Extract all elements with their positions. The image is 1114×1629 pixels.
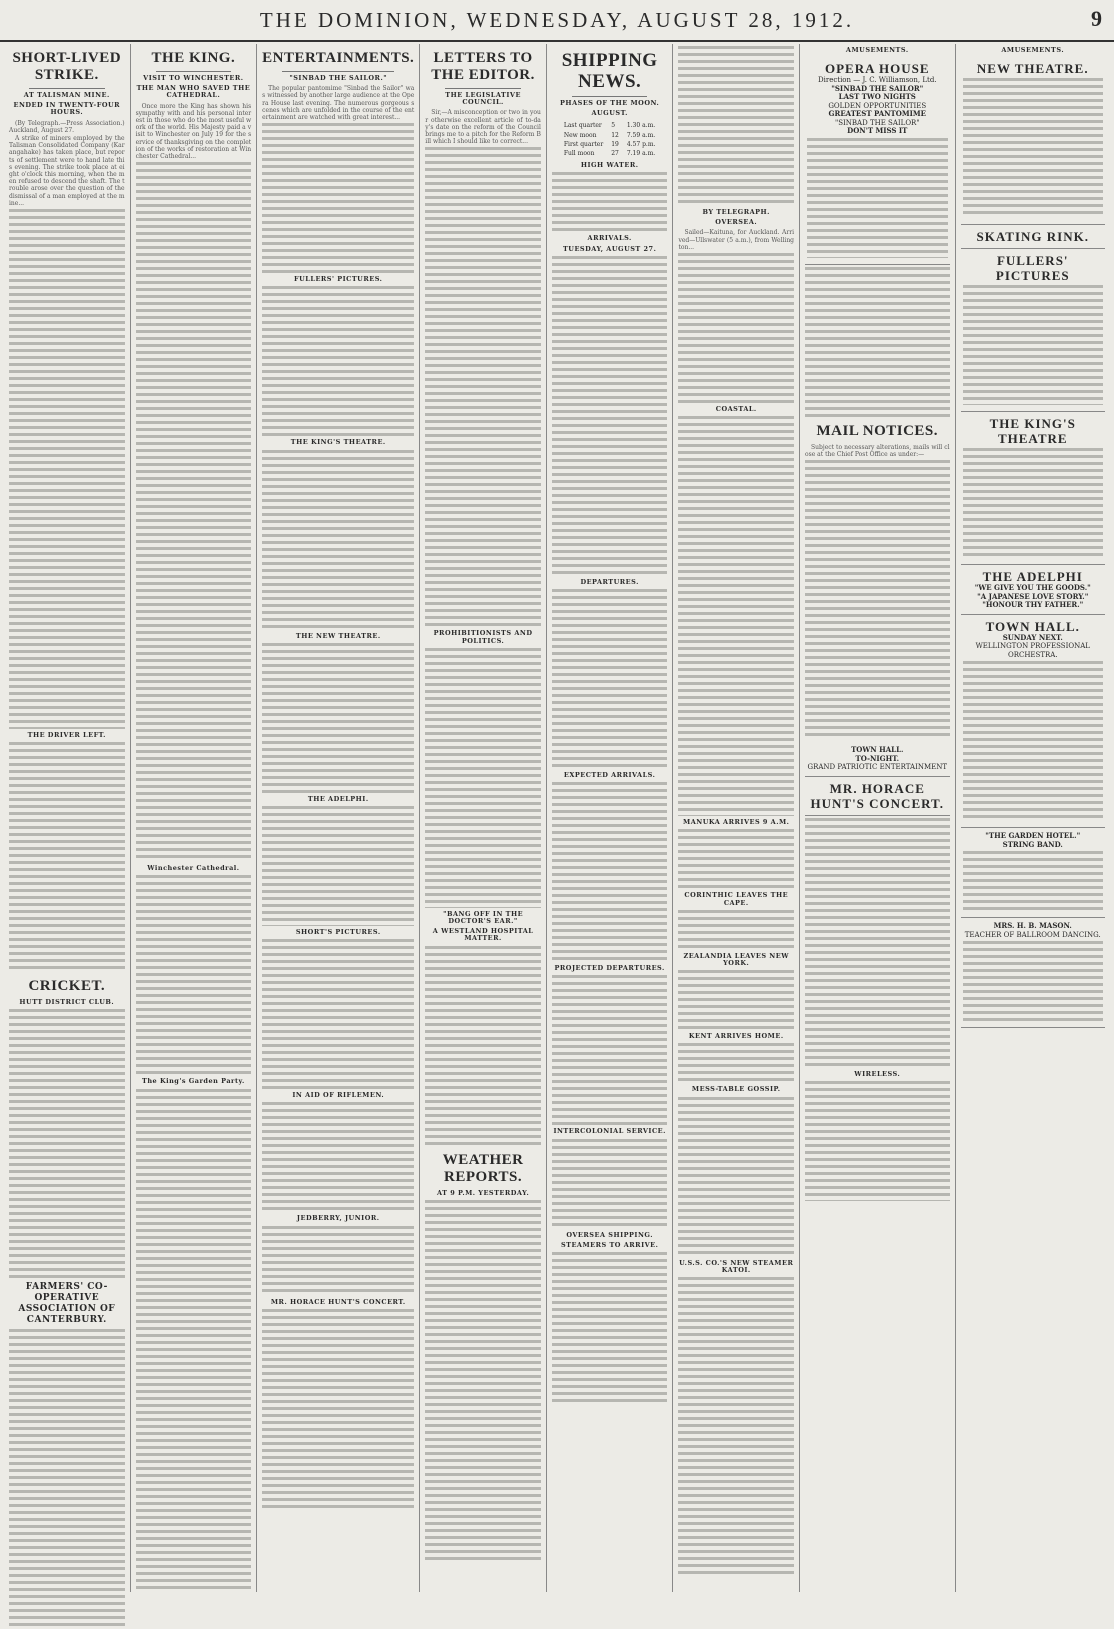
text-block bbox=[425, 946, 541, 1146]
text-block bbox=[262, 450, 414, 630]
subhead-fullers: FULLERS' PICTURES. bbox=[294, 275, 383, 284]
text-block bbox=[9, 209, 125, 729]
subhead-kings-theatre: THE KING'S THEATRE. bbox=[290, 438, 386, 447]
text-block bbox=[425, 1200, 541, 1560]
text-block bbox=[678, 46, 794, 206]
text-block bbox=[805, 1081, 949, 1201]
horace-hunt-ad: MR. HORACE HUNT'S CONCERT. bbox=[805, 777, 949, 816]
subhead-high-water: HIGH WATER. bbox=[580, 161, 639, 170]
text-block bbox=[262, 1226, 414, 1296]
subhead-expected: EXPECTED ARRIVALS. bbox=[563, 771, 656, 780]
subhead-jedberry: JEDBERRY, JUNIOR. bbox=[296, 1214, 380, 1223]
subhead-hunt-concert: MR. HORACE HUNT'S CONCERT. bbox=[270, 1297, 406, 1306]
text-block bbox=[262, 939, 414, 1089]
subhead-cathedral: Winchester Cathedral. bbox=[147, 864, 240, 873]
page-number: 9 bbox=[1091, 6, 1102, 31]
text-block bbox=[552, 589, 668, 769]
text-block bbox=[136, 162, 252, 862]
text-block bbox=[552, 1139, 668, 1229]
text-block bbox=[678, 1043, 794, 1083]
text-block bbox=[9, 1009, 125, 1279]
new-theatre-ad: NEW THEATRE. bbox=[961, 57, 1105, 225]
headline-weather: WEATHER REPORTS. bbox=[442, 1151, 524, 1185]
subhead-steamers: STEAMERS TO ARRIVE. bbox=[560, 1240, 659, 1249]
headline-strike: SHORT-LIVED STRIKE. bbox=[12, 50, 122, 83]
kings-theatre-ad: THE KING'S THEATRE bbox=[961, 412, 1105, 565]
amusements-header: AMUSEMENTS. bbox=[1001, 46, 1065, 54]
subhead-projected: PROJECTED DEPARTURES. bbox=[554, 964, 665, 973]
town-hall-sunday-ad: TOWN HALL. SUNDAY NEXT. WELLINGTON PROFESSIONAL ORCHESTRA. bbox=[961, 615, 1105, 829]
column-7 bbox=[800, 44, 955, 1592]
subhead-by-telegraph: BY TELEGRAPH. bbox=[702, 208, 770, 216]
column-2 bbox=[131, 44, 258, 1592]
text-block bbox=[678, 253, 794, 403]
text-block bbox=[678, 910, 794, 950]
subhead-bang: "BANG OFF IN THE DOCTOR'S EAR." bbox=[443, 909, 524, 926]
text-block bbox=[262, 806, 414, 926]
table-row: Last quarter 5 1.30 a.m. bbox=[563, 122, 656, 130]
text-block bbox=[262, 1309, 414, 1509]
subhead-moon: PHASES OF THE MOON. bbox=[560, 99, 660, 107]
text-block bbox=[425, 648, 541, 908]
headline-shipping: SHIPPING NEWS. bbox=[561, 50, 658, 92]
mail-intro: Subject to necessary alterations, mails will close at the Chief Post Office as under:— bbox=[805, 443, 950, 458]
text-block bbox=[678, 829, 794, 889]
subhead-oversea: OVERSEA SHIPPING. bbox=[566, 1230, 653, 1239]
text-block bbox=[552, 172, 668, 232]
mail-notices-headline: MAIL NOTICES. bbox=[816, 422, 939, 439]
subhead-corinthic: CORINTHIC LEAVES THE CAPE. bbox=[684, 891, 789, 907]
headline-farmers: FARMERS' CO-OPERATIVE ASSOCIATION OF CANTERBURY. bbox=[18, 1282, 116, 1326]
opera-house-title: OPERA HOUSE bbox=[825, 61, 930, 77]
text-block bbox=[678, 970, 794, 1030]
table-row: New moon 12 7.59 a.m. bbox=[563, 131, 656, 139]
article-body: Sir,—A misconception or two in your otherwise excellent article of to-day's date on the reform of the Council brings me to a pitch for the Reform Bill which I should like to correct... bbox=[425, 109, 541, 146]
masthead bbox=[0, 0, 1114, 42]
text-block bbox=[9, 742, 125, 972]
headline-letters: LETTERS TO THE EDITOR. bbox=[431, 50, 535, 83]
byline: (By Telegraph.—Press Association.) Auckland, August 27. bbox=[9, 119, 125, 134]
subhead-adelphi: THE ADELPHI. bbox=[307, 794, 369, 803]
subhead-wireless: WIRELESS. bbox=[854, 1069, 901, 1078]
subhead-katoi: U.S.S. CO.'S NEW STEAMER KATOI. bbox=[679, 1258, 794, 1274]
column-3 bbox=[257, 44, 420, 1592]
text-block bbox=[136, 875, 252, 1075]
subhead-august: AUGUST. bbox=[591, 109, 628, 118]
adelphi-ad: THE ADELPHI "WE GIVE YOU THE GOODS." "A JAPANESE LOVE STORY." "HONOUR THY FATHER." bbox=[961, 565, 1105, 615]
text-block bbox=[678, 416, 794, 816]
subhead-shorts: SHORT'S PICTURES. bbox=[295, 928, 381, 937]
subhead-departures: DEPARTURES. bbox=[580, 577, 639, 586]
text-block bbox=[552, 256, 668, 576]
text-block bbox=[262, 1102, 414, 1212]
subhead-man: THE MAN WHO SAVED THE CATHEDRAL. bbox=[136, 84, 251, 100]
newspaper-title: THE DOMINION, WEDNESDAY, AUGUST 28, 1912. bbox=[259, 8, 855, 32]
text-block bbox=[805, 460, 949, 740]
column-5 bbox=[547, 44, 674, 1592]
text-block bbox=[262, 643, 414, 793]
text-block bbox=[262, 123, 414, 273]
subhead-mess-table: MESS-TABLE GOSSIP. bbox=[691, 1085, 781, 1094]
subhead-9pm: AT 9 P.M. YESTERDAY. bbox=[436, 1188, 530, 1197]
article-body: Once more the King has shown his sympathy with and his personal interest in those who do the most useful work of the world. His Majesty paid a visit to Winchester on July 19 for the service of thanksgiving on the completion of the works of restoration at Winchester Cathedral... bbox=[135, 102, 252, 161]
subhead-sinbad: "SINBAD THE SAILOR." bbox=[289, 74, 388, 82]
text-block bbox=[805, 267, 949, 417]
table-row: Full moon 27 7.19 a.m. bbox=[563, 150, 656, 158]
column-8 bbox=[956, 44, 1110, 1592]
fullers-pictures-ad: FULLERS' PICTURES bbox=[961, 249, 1105, 412]
subhead-new-theatre: THE NEW THEATRE. bbox=[295, 631, 381, 640]
article-body: The popular pantomime "Sinbad the Sailor" was witnessed by another large audience at the Opera House last evening. The numerous gorgeous scenes which are unfolded in the course of the entertainment are watched with great interest... bbox=[262, 85, 415, 122]
subhead-prohibitionists: PROHIBITIONISTS AND POLITICS. bbox=[433, 629, 533, 645]
headline-cricket: CRICKET. bbox=[28, 978, 106, 995]
subhead-westland: A WESTLAND HOSPITAL MATTER. bbox=[432, 927, 534, 943]
subhead-winchester: VISIT TO WINCHESTER. bbox=[143, 74, 244, 82]
subhead-hutt: HUTT DISTRICT CLUB. bbox=[19, 998, 115, 1007]
subhead-ended: ENDED IN TWENTY-FOUR HOURS. bbox=[13, 101, 121, 117]
columns bbox=[4, 44, 1110, 1592]
subhead-oversea: OVERSEA. bbox=[715, 218, 758, 227]
text-block bbox=[136, 1089, 252, 1589]
subhead-driver: THE DRIVER LEFT. bbox=[27, 731, 106, 740]
text-block bbox=[678, 1097, 794, 1257]
subhead-intercolonial: INTERCOLONIAL SERVICE. bbox=[553, 1127, 666, 1136]
article-body: A strike of miners employed by the Talisman Consolidated Company (Karangahake) has taken place, but reports of settlement were to hand late this evening. The strike took place at eight o'clock this morning, when the men refused to descend the shaft. The trouble arose over the question of the dismissal of a man employed at the mine... bbox=[9, 135, 125, 207]
column-6 bbox=[673, 44, 800, 1592]
subhead-zealandia: ZEALANDIA LEAVES NEW YORK. bbox=[683, 951, 789, 968]
text-block bbox=[262, 286, 414, 436]
subhead-garden-party: The King's Garden Party. bbox=[141, 1077, 245, 1086]
column-1 bbox=[4, 44, 131, 1592]
mason-dancing-ad: MRS. H. B. MASON. TEACHER OF BALLROOM DANCING. bbox=[961, 918, 1105, 1028]
text-block bbox=[552, 1252, 668, 1402]
opera-house-ad: OPERA HOUSE Direction — J. C. Williamson, Ltd. "SINBAD THE SAILOR" LAST TWO NIGHTS GOLDEN OPPORTUNITIES GREATEST PANTOMIME "SINBAD THE SAILOR" DON'T MISS IT bbox=[805, 57, 949, 265]
subhead-manuka: MANUKA ARRIVES 9 A.M. bbox=[683, 818, 790, 827]
subhead-coastal: COASTAL. bbox=[715, 405, 757, 414]
text-block bbox=[805, 818, 949, 1068]
text-block bbox=[678, 1277, 794, 1577]
skating-rink-ad: SKATING RINK. bbox=[961, 225, 1105, 249]
subhead-arrivals: ARRIVALS. bbox=[587, 234, 632, 243]
text-block bbox=[425, 147, 541, 627]
subhead-legislative: THE LEGISLATIVE COUNCIL. bbox=[445, 91, 521, 107]
article-body: Sailed—Kaituna, for Auckland. Arrived—Ullswater (5 a.m.), from Wellington... bbox=[678, 229, 795, 251]
moon-table bbox=[559, 120, 661, 159]
table-row: First quarter 19 4.57 p.m. bbox=[563, 140, 656, 148]
subhead-tuesday: TUESDAY, AUGUST 27. bbox=[562, 244, 657, 253]
text-block bbox=[552, 782, 668, 962]
text-block bbox=[9, 1329, 125, 1629]
subhead-talisman: AT TALISMAN MINE. bbox=[23, 91, 110, 99]
subhead-kent: KENT ARRIVES HOME. bbox=[688, 1032, 784, 1041]
garden-hotel-ad: "THE GARDEN HOTEL." STRING BAND. bbox=[961, 828, 1105, 918]
column-4 bbox=[420, 44, 547, 1592]
town-hall-ad: TOWN HALL. TO-NIGHT. GRAND PATRIOTIC ENTERTAINMENT bbox=[805, 742, 949, 777]
subhead-riflemen: IN AID OF RIFLEMEN. bbox=[292, 1091, 385, 1100]
headline-entertainments: ENTERTAINMENTS. bbox=[262, 50, 415, 66]
text-block bbox=[552, 975, 668, 1125]
headline-king: THE KING. bbox=[151, 50, 236, 66]
amusements-header: AMUSEMENTS. bbox=[845, 46, 909, 54]
